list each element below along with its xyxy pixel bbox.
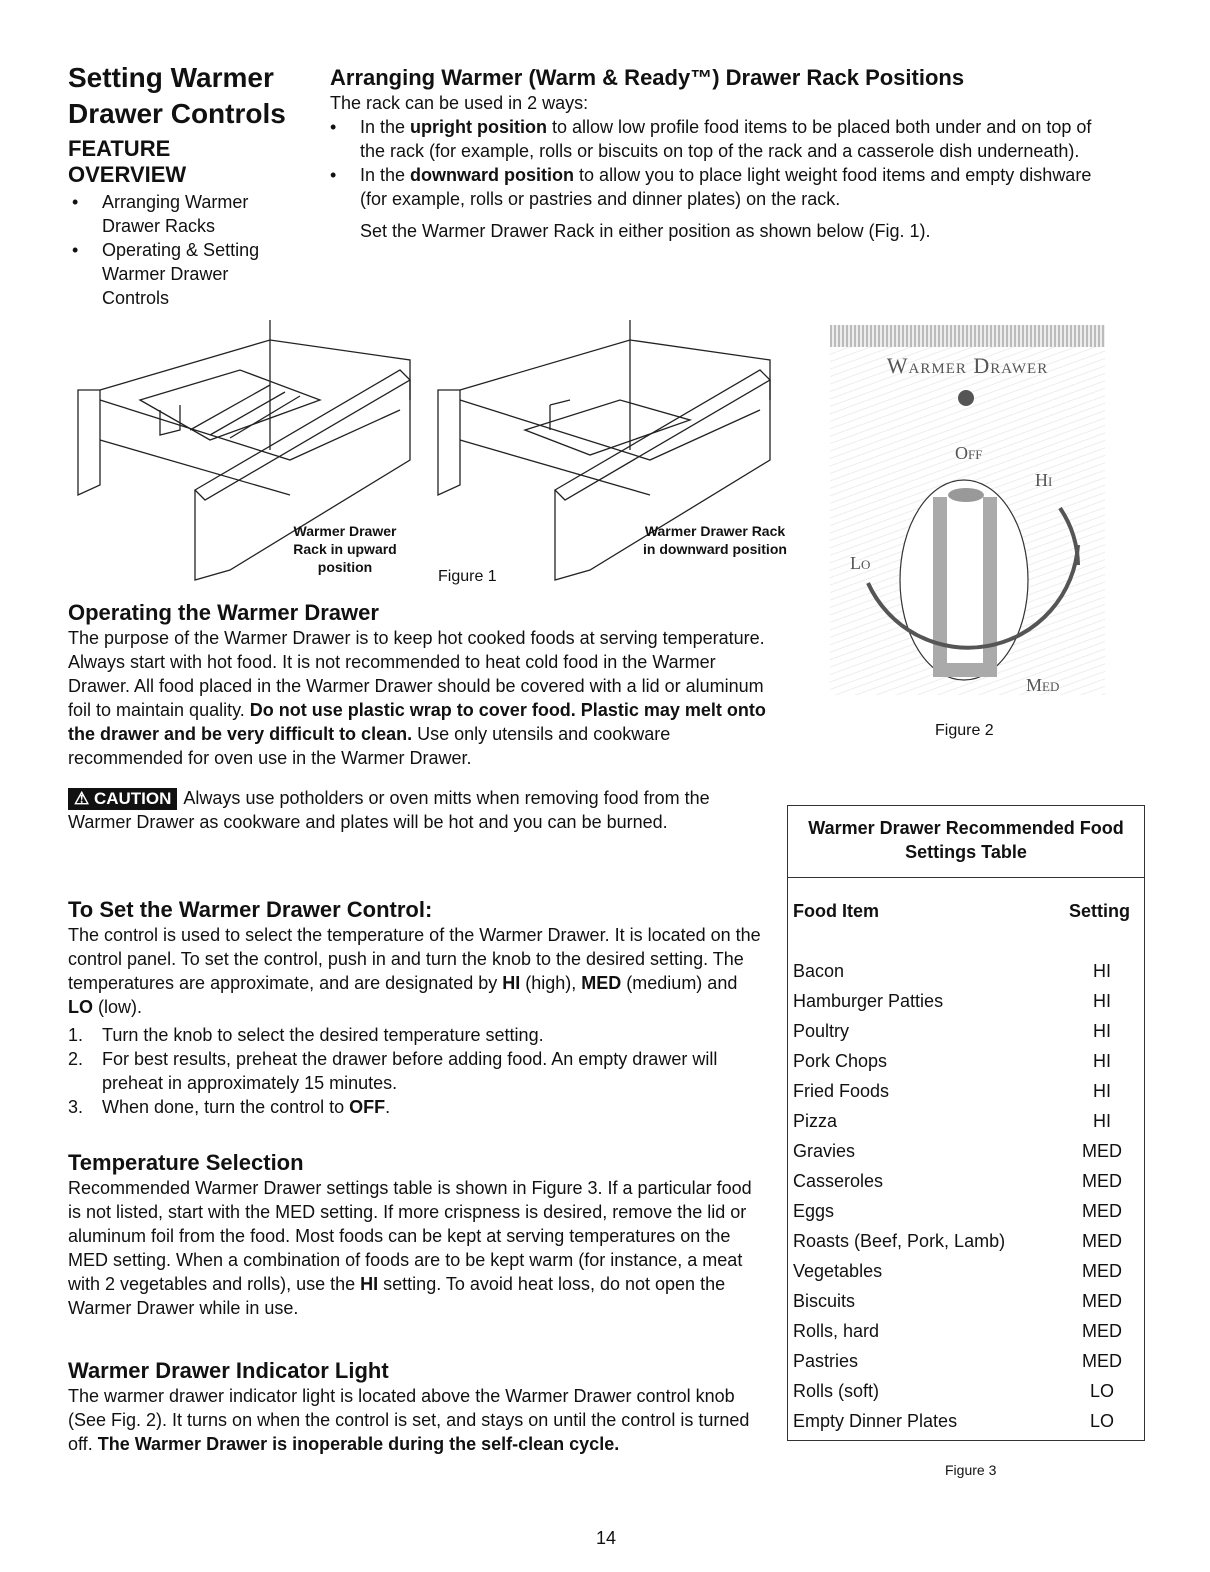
knob-label-med: Med (1026, 675, 1060, 695)
setting-value: HI (1093, 1111, 1111, 1131)
col-setting-header: Setting (1069, 901, 1130, 921)
knob-label-hi: Hi (1035, 470, 1053, 490)
set-control-text: The control is used to select the temperature of the Warmer Drawer. It is located on the control panel. To set the control, push in and turn the knob to the desired setting. The temperatures are approximate, and are designated by HI (high), MED (medium) and LO (low). (68, 925, 761, 1017)
table-row (793, 1256, 1124, 1286)
temperature-heading: Temperature Selection (68, 1150, 304, 1175)
table-row (793, 986, 1124, 1016)
temperature-section (68, 1150, 763, 1320)
settings-table (787, 805, 1145, 1441)
overview-item: • Operating & Setting Warmer Drawer Controls (68, 238, 298, 310)
food-item: Pastries (793, 1351, 859, 1371)
setting-value: HI (1093, 1021, 1111, 1041)
food-item: Pizza (793, 1111, 838, 1131)
figure-1 (70, 320, 790, 590)
food-item: Gravies (793, 1141, 856, 1161)
setting-value: MED (1082, 1321, 1122, 1341)
food-item: Pork Chops (793, 1051, 888, 1071)
arranging-closing: Set the Warmer Drawer Rack in either position as shown below (Fig. 1). (360, 221, 931, 241)
feature-overview (68, 60, 318, 310)
knob-label-lo: Lo (850, 553, 871, 573)
operating-heading: Operating the Warmer Drawer (68, 600, 379, 625)
set-control-section (68, 897, 763, 1119)
table-row (793, 1196, 1124, 1226)
indicator-text: The warmer drawer indicator light is located above the Warmer Drawer control knob (See Fig. 2). It turns on when the control is set, and stays on until the control is turned off. The Warmer Drawer is inoperable during the self-clean cycle. (68, 1386, 750, 1454)
temperature-text: Recommended Warmer Drawer settings table is shown in Figure 3. If a particular food is not listed, start with the MED setting. If more crispness is desired, remove the lid or aluminum foil from the food. Most foods can be kept at serving temperatures on the MED setting. When a combination of foods are to be kept warm (for instance, a meat with 2 vegetables and rolls), use the HI setting. To avoid heat loss, do not open the Warmer Drawer while in use. (68, 1178, 752, 1318)
table-title: Warmer Drawer Recommended Food Settings Table (788, 806, 1144, 878)
figure-2-control-panel (830, 325, 1105, 695)
figure-3-caption: Figure 3 (945, 1462, 997, 1478)
setting-value: MED (1082, 1171, 1122, 1191)
table-row (793, 1286, 1124, 1316)
table-row (793, 1166, 1124, 1196)
table-header (788, 896, 1144, 926)
step: 3. When done, turn the control to OFF. (68, 1097, 391, 1117)
figure-1-caption: Figure 1 (438, 568, 497, 585)
food-item: Bacon (793, 961, 845, 981)
table-row (793, 1076, 1124, 1106)
setting-value: HI (1093, 991, 1111, 1011)
label-upward: Warmer Drawer Rack in upward position (293, 523, 397, 575)
food-item: Roasts (Beef, Pork, Lamb) (793, 1231, 1006, 1251)
setting-value: MED (1082, 1141, 1122, 1161)
table-row (793, 1376, 1124, 1406)
setting-value: LO (1089, 1381, 1114, 1401)
table-row (793, 1406, 1124, 1436)
food-item: Rolls, hard (793, 1321, 880, 1341)
bullet-upright: • In the upright position to allow low profile food items to be placed both under and on top of the rack (for example, rolls or biscuits on top of the rack and a casserole dish underneath). (326, 115, 1120, 163)
setting-value: HI (1093, 1081, 1111, 1101)
figure-2-caption: Figure 2 (935, 722, 994, 739)
table-row (793, 1106, 1124, 1136)
setting-value: MED (1082, 1201, 1122, 1221)
table-row (793, 956, 1124, 986)
operating-text: The purpose of the Warmer Drawer is to keep hot cooked foods at serving temperature. Always start with hot food. It is not recommended to heat cold food in the Warmer Drawer. All food placed in the Warmer Drawer should be covered with a lid or aluminum foil to maintain quality. Do not use plastic wrap to cover food. Plastic may melt onto the drawer and be very difficult to clean. Use only utensils and cookware recommended for oven use in the Warmer Drawer. (68, 628, 766, 768)
bullet-downward: • In the downward position to allow you to place light weight food items and empty dishware (for example, rolls or pastries and dinner plates) on the rack. (326, 163, 1120, 211)
table-body (788, 956, 1144, 1436)
col-food-header: Food Item (793, 901, 879, 921)
setting-value: HI (1093, 961, 1111, 981)
arranging-section (330, 65, 1120, 243)
label-downward: Warmer Drawer Rack in downward position (643, 523, 787, 557)
caution-badge: ⚠ CAUTION (68, 788, 177, 810)
setting-value: MED (1082, 1351, 1122, 1371)
table-row (793, 1136, 1124, 1166)
feature-overview-heading: FEATURE OVERVIEW (68, 136, 187, 187)
arranging-intro: The rack can be used in 2 ways: (330, 93, 589, 113)
setting-value: MED (1082, 1291, 1122, 1311)
food-item: Fried Foods (793, 1081, 890, 1101)
food-item: Empty Dinner Plates (793, 1411, 958, 1431)
food-item: Biscuits (793, 1291, 856, 1311)
food-item: Eggs (793, 1201, 835, 1221)
section-title: Setting Warmer Drawer Controls (68, 62, 286, 129)
caution-note: ⚠ CAUTION Always use potholders or oven mitts when removing food from the Warmer Drawer as cookware and plates will be hot and you can be burned. (68, 788, 710, 832)
food-item: Rolls (soft) (793, 1381, 880, 1401)
table-row (793, 1046, 1124, 1076)
setting-value: MED (1082, 1231, 1122, 1251)
setting-value: MED (1082, 1261, 1122, 1281)
step: 2. For best results, preheat the drawer before adding food. An empty drawer will preheat in approximately 15 minutes. (68, 1049, 718, 1093)
table-row (793, 1346, 1124, 1376)
food-item: Hamburger Patties (793, 991, 944, 1011)
arranging-heading: Arranging Warmer (Warm & Ready™) Drawer Rack Positions (330, 65, 965, 90)
food-item: Poultry (793, 1021, 850, 1041)
overview-item: • Arranging Warmer Drawer Racks (68, 190, 298, 238)
indicator-heading: Warmer Drawer Indicator Light (68, 1358, 389, 1383)
table-row (793, 1316, 1124, 1346)
panel-title: Warmer Drawer (886, 353, 1049, 378)
step: 1. Turn the knob to select the desired temperature setting. (68, 1025, 544, 1045)
operating-section (68, 600, 768, 834)
setting-value: LO (1089, 1411, 1114, 1431)
table-row (793, 1016, 1124, 1046)
food-item: Vegetables (793, 1261, 883, 1281)
food-item: Casseroles (793, 1171, 884, 1191)
control-knob-icon[interactable] (830, 325, 1105, 695)
table-row (793, 1226, 1124, 1256)
knob-label-off: Off (955, 443, 983, 463)
page-number: 14 (596, 1528, 617, 1548)
indicator-section (68, 1358, 768, 1456)
setting-value: HI (1093, 1051, 1111, 1071)
set-control-heading: To Set the Warmer Drawer Control: (68, 897, 433, 922)
